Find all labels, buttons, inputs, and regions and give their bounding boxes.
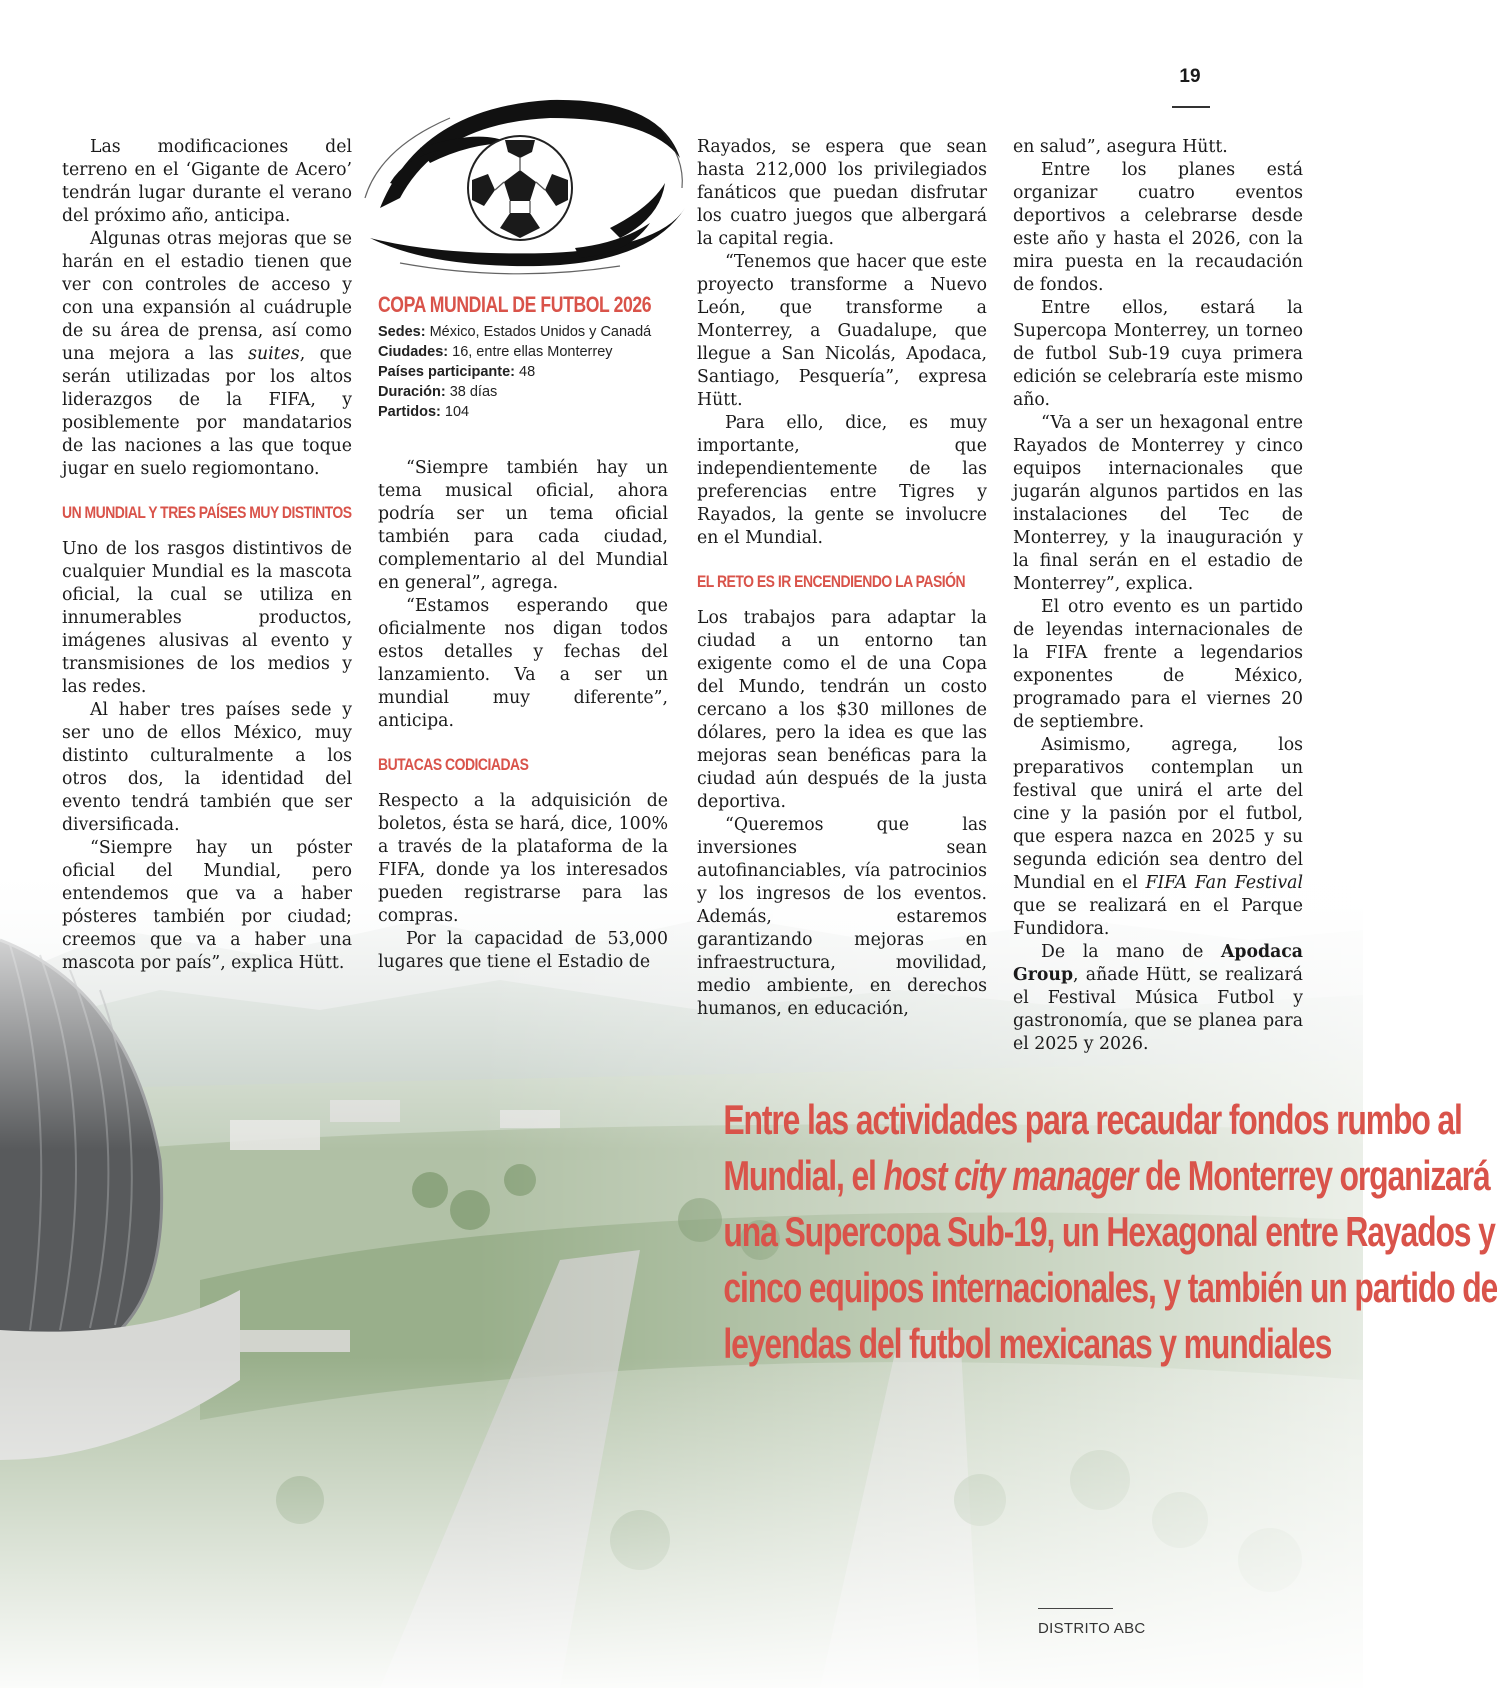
section-heading: EL RETO ES IR ENCENDIENDO LA PASIÓN: [697, 572, 966, 591]
page-number: 19: [1179, 66, 1201, 87]
footer-publication-name: DISTRITO ABC: [1038, 1620, 1146, 1637]
paragraph: Respecto a la adquisición de boletos, ésta se hará, dice, 100% a través de la plataforma de la FIFA, donde ya los interesados pueden registrarse para las compras.: [378, 791, 668, 926]
paragraph: Asimismo, agrega, los preparativos contemplan un festival que unirá el arte del cine y la pasión por el futbol, que espera nazca en 2025 y su segunda edición sea dentro del Mundial en el FIFA Fan Festival que se realizará en el Parque Fundidora.: [1013, 735, 1303, 939]
paragraph: “Tenemos que hacer que este proyecto transforme a Nuevo León, que transforme a Monterrey, a Guadalupe, que llegue a San Nicolás, Apodaca, Santiago, Pesquería”, expresa Hütt.: [697, 252, 987, 410]
fact-row: Partidos: 104: [378, 404, 470, 420]
soccer-ball-illustration: [360, 88, 690, 283]
paragraph: Las modificaciones del terreno en el ‘Gigante de Acero’ tendrán lugar durante el verano del próximo año, anticipa.: [62, 137, 352, 226]
paragraph: Por la capacidad de 53,000 lugares que tiene el Estadio de: [378, 929, 668, 972]
paragraph: “Estamos esperando que oficialmente nos digan todos estos detalles y fechas del lanzamiento. Va a ser un mundial muy diferente”, anticipa.: [378, 596, 668, 731]
pull-quote-line: cinco equipos internacionales, y también un partido de: [723, 1264, 1497, 1311]
paragraph: Uno de los rasgos distintivos de cualquier Mundial es la mascota oficial, la cual se utiliza en innumerables productos, imágenes alusivas al evento y transmisiones de los medios y las redes.: [62, 539, 352, 697]
paragraph: Entre ellos, estará la Supercopa Monterrey, un torneo de futbol Sub-19 cuya primera edición se celebraría este mismo año.: [1013, 298, 1303, 410]
pull-quote-line: una Supercopa Sub-19, un Hexagonal entre Rayados y: [723, 1208, 1495, 1255]
fact-box-title: COPA MUNDIAL DE FUTBOL 2026: [378, 292, 652, 317]
paragraph: “Va a ser un hexagonal entre Rayados de Monterrey y cinco equipos internacionales que jugarán algunos partidos en las instalaciones del Tec de Monterrey, y la inauguración y la final serán en el estadio de Monterrey”, explica.: [1013, 413, 1303, 594]
fact-row: Ciudades: 16, entre ellas Monterrey: [378, 344, 613, 360]
pull-quote: [541, 1092, 1497, 1372]
page-number-rule: [1172, 106, 1210, 108]
fact-box: [378, 292, 678, 422]
article-column-3: [697, 136, 987, 1021]
paragraph: “Queremos que las inversiones sean autofinanciables, vía patrocinios y los ingresos de los eventos. Además, estaremos garantizando mejoras en infraestructura, movilidad, medio ambiente, en derechos humanos, en educación,: [697, 815, 987, 1019]
paragraph: Los trabajos para adaptar la ciudad a un entorno tan exigente como el de una Copa del Mundo, tendrán un costo cercano a los $30 millones de dólares, pero la idea es que las mejoras sean benéficas para la ciudad aún después de la justa deportiva.: [697, 608, 987, 812]
fact-row: Duración: 38 días: [378, 384, 498, 400]
paragraph: El otro evento es un partido de leyendas internacionales de la FIFA frente a legendarios exponentes de México, programado para el viernes 20 de septiembre.: [1013, 597, 1303, 732]
paragraph: Para ello, dice, es muy importante, que independientemente de las preferencias entre Tigres y Rayados, la gente se involucre en el Mundial.: [697, 413, 987, 548]
pull-quote-line: leyendas del futbol mexicanas y mundiales: [723, 1320, 1332, 1367]
fact-row: Sedes: México, Estados Unidos y Canadá: [378, 324, 652, 340]
paragraph: Rayados, se espera que sean hasta 212,000 los privilegiados fanáticos que puedan disfrutar los cuatro juegos que albergará la capital regia.: [697, 137, 987, 249]
article-column-4: [1013, 136, 1303, 1056]
section-heading: UN MUNDIAL Y TRES PAÍSES MUY DISTINTOS: [62, 503, 352, 522]
paragraph: Entre los planes está organizar cuatro eventos deportivos a celebrarse desde este año y hasta el 2026, con la mira puesta en la recaudación de fondos.: [1013, 160, 1303, 295]
article-column-2: [378, 457, 668, 974]
pull-quote-line: Entre las actividades para recaudar fondos rumbo al: [723, 1096, 1462, 1143]
fact-row: Países participante: 48: [378, 364, 536, 380]
article-column-1: [62, 136, 352, 975]
section-heading: BUTACAS CODICIADAS: [378, 755, 529, 774]
paragraph: en salud”, asegura Hütt.: [1013, 137, 1228, 157]
paragraph: “Siempre también hay un tema musical oficial, ahora podría ser un tema oficial también para cada ciudad, complementario al del Mundial en general”, agrega.: [378, 458, 668, 593]
pull-quote-line: Mundial, el host city manager de Monterrey organizará: [723, 1152, 1490, 1199]
paragraph: Al haber tres países sede y ser uno de ellos México, muy distinto culturalmente a los otros dos, la identidad del evento tendrá también que ser diversificada.: [62, 700, 352, 835]
paragraph: De la mano de Apodaca Group, añade Hütt, se realizará el Festival Música Futbol y gastronomía, que se planea para el 2025 y 2026.: [1013, 942, 1303, 1054]
footer-rule: [1038, 1608, 1113, 1609]
paragraph: “Siempre hay un póster oficial del Mundial, pero entendemos que va a haber pósteres también por ciudad; creemos que va a haber una mascota por país”, explica Hütt.: [62, 838, 352, 973]
paragraph: Algunas otras mejoras que se harán en el estadio tienen que ver con controles de acceso y con una expansión al cuádruple de su área de prensa, así como una mejora a las suites, que serán utilizadas por los altos liderazgos de la FIFA, y posiblemente por mandatarios de las naciones a las que toque jugar en suelo regiomontano.: [62, 229, 352, 479]
